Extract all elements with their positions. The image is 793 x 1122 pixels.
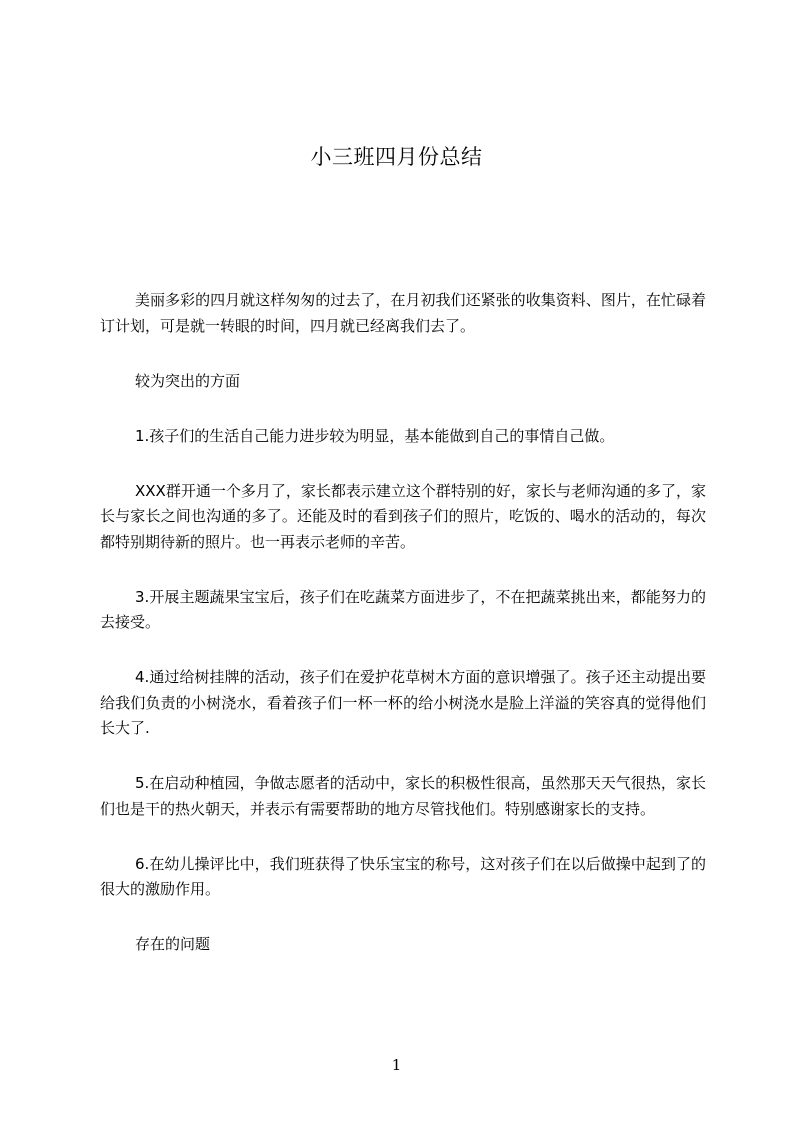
- paragraph-intro: 美丽多彩的四月就这样匆匆的过去了，在月初我们还紧张的收集资料、图片，在忙碌着订计划，可是就一转眼的时间，四月就已经离我们去了。: [100, 291, 706, 335]
- section-heading-problems: 存在的问题: [135, 935, 211, 953]
- section-heading-strengths: 较为突出的方面: [135, 371, 241, 390]
- paragraph-item-1: 1.孩子们的生活自己能力进步较为明显，基本能做到自己的事情自己做。: [135, 426, 615, 445]
- document-body: [100, 288, 706, 987]
- paragraph-item-3: 3.开展主题蔬果宝宝后，孩子们在吃蔬菜方面进步了，不在把蔬菜挑出来，都能努力的去接受。: [100, 587, 706, 631]
- paragraph-item-5: 5.在启动种植园，争做志愿者的活动中，家长的积极性很高，虽然那天天气很热，家长们也是干的热火朝天，并表示有需要帮助的地方尽管找他们。特别感谢家长的支持。: [100, 774, 706, 818]
- paragraph-item-2: XXX群开通一个多月了，家长都表示建立这个群特别的好，家长与老师沟通的多了，家长与家长之间也沟通的多了。还能及时的看到孩子们的照片，吃饭的、喝水的活动的，每次都特别期待新的照片。也一再表示老师的辛苦。: [100, 481, 706, 551]
- paragraph-item-4: 4.通过给树挂牌的活动，孩子们在爱护花草树木方面的意识增强了。孩子还主动提出要给我们负责的小树浇水，看着孩子们一杯一杯的给小树浇水是脸上洋溢的笑容真的觉得他们长大了.: [100, 668, 706, 737]
- document-title: 小三班四月份总结: [310, 145, 483, 169]
- page-number: 1: [391, 1056, 402, 1074]
- paragraph-item-6: 6.在幼儿操评比中，我们班获得了快乐宝宝的称号，这对孩子们在以后做操中起到了的很大的激励作用。: [100, 854, 706, 898]
